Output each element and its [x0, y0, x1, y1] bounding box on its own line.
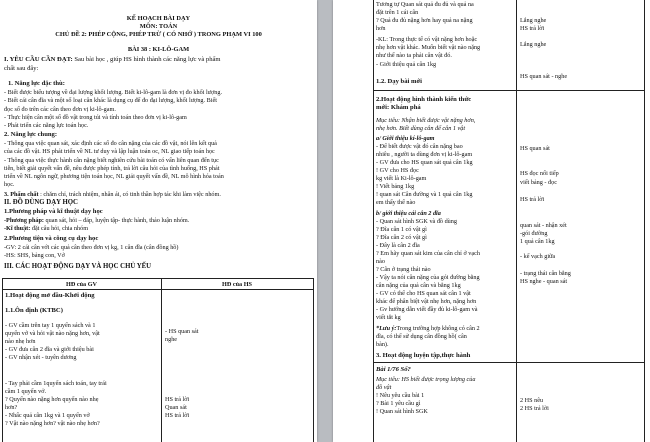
- s1-2-list: [4, 140, 314, 190]
- note-line: đĩa, có thể sử dụng cân đồng hồ( cân: [376, 333, 467, 340]
- gv-block-b: [5, 380, 160, 428]
- activity-2-line-1: 2.Hoạt động hình thành kiến thức: [376, 96, 472, 103]
- activity-2-heading: [376, 96, 514, 112]
- list-item: - HS quan sát: [165, 328, 199, 335]
- list-item: - Tay phải cầm 1quyển sách toán, tay trái: [5, 380, 107, 387]
- note-text: Trong trường hợp không có cân 2: [396, 325, 480, 332]
- list-item: - GV nhận xét - tuyên dương: [5, 354, 77, 361]
- hs-block-a: [165, 328, 310, 344]
- list-item: đặt trên 1 cái cân: [376, 9, 419, 16]
- list-item: -KL: Trong thực tế có vật nặng hơn hoặc: [376, 36, 478, 43]
- goal-line: nhẹ hơn. Biết dùng cân để cân 1 vật: [376, 125, 466, 132]
- list-item: hơn: [376, 25, 386, 32]
- goal-line: Mục tiêu: HS biết được trọng lượng của: [376, 376, 476, 383]
- list-item: nghe: [165, 336, 178, 343]
- hs-ex1-1: 2 HS nêu: [520, 397, 544, 404]
- list-item: - Để biết được vật đó cân nặng bao: [376, 143, 463, 150]
- list-item: - Thông qua việc thực hành cân nặng biết nghiên cứu bài toán có vấn liên quan đến tục: [4, 156, 219, 164]
- technique-label: -Kĩ thuật:: [4, 225, 31, 233]
- hs-a-4: HS trả lời: [520, 196, 545, 203]
- column-divider: [516, 0, 517, 442]
- section-1-intro-text: Sau bài học , giúp HS hình thành các năng lực và phẩm: [72, 56, 221, 63]
- list-item: ? Vật nào nặng hơn? vật nào nhẹ hơn?: [5, 420, 100, 427]
- gv-row-1: [376, 1, 514, 33]
- hs-a-3: viết bảng - đọc: [520, 179, 557, 186]
- list-item: khác để phân biệt vật nhẹ hơn, nặng hơn: [376, 298, 477, 305]
- list-item: ! Quan sát hình SGK: [376, 408, 428, 415]
- list-item: - GV cầm trên tay 1 quyển sách và 1: [5, 322, 96, 329]
- note-line: bàn).: [376, 341, 389, 348]
- list-item: nhiêu , người ta dùng đơn vị ki-lô-gam: [376, 151, 473, 158]
- list-item: - Quan sát hình SGK và đồ dùng: [376, 218, 457, 225]
- list-item: ! Nêu yêu cầu bài 1: [376, 392, 425, 399]
- part-b-heading: b/ giới thiệu cái cân 2 đĩa: [376, 210, 441, 217]
- list-item: - Biết được biểu tượng về đại lượng khối lượng. Biết ki-lô-gam là đơn vị đo khối lượng.: [4, 89, 223, 96]
- gv-row-3: - Giới thiệu quả cân 1kg: [376, 61, 437, 68]
- s1-1-list: [4, 89, 314, 130]
- activity-3-heading: 3. Hoạt động luyện tập,thực hành: [376, 352, 471, 359]
- list-item: - Nhấc quả cân 1kg và 1 quyển vở: [5, 412, 90, 419]
- list-item: Tương tự Quan sát quả đu đủ và quả na: [376, 1, 474, 8]
- new-lesson-heading: 1.2. Dạy bài mới: [376, 78, 422, 85]
- list-item: quyển vở và hỏi vật nào nặng hơn, vật: [5, 330, 100, 337]
- list-item: - GV đưa cân 2 đĩa và giới thiệu bài: [5, 346, 94, 353]
- hs-column-header: HĐ của HS: [222, 281, 252, 288]
- row-divider: [373, 362, 644, 363]
- technique-text: đặt câu hỏi, chia nhóm: [30, 225, 89, 233]
- gv-row-2: [376, 36, 514, 60]
- list-item: ! quan sát Cân đường và 1 quả cân 1kg: [376, 191, 473, 198]
- hs-a-1: HS quan sát: [520, 145, 550, 152]
- subject-line: MÔN: TOÁN: [139, 23, 178, 30]
- hs-b-3: 1 quả cân 1kg: [520, 238, 555, 245]
- list-item: nào: [376, 258, 385, 265]
- hs-row-2: Lắng nghe: [520, 41, 547, 48]
- gv-block-a: [5, 322, 160, 362]
- column-divider: [161, 278, 162, 442]
- list-item: ! Viết bảng 1kg: [376, 183, 415, 190]
- list-item: Quan sát: [165, 404, 187, 411]
- list-item: - Biết cái cân đĩa và một số loại cân khác là dụng cụ để đo đại lượng, khối lượng. Biết: [4, 97, 217, 105]
- list-item: - Thông qua việc quan sát, xác định các số đo cân nặng của các đồ vật, nói lên kết quả: [4, 140, 217, 147]
- document-page-left: [0, 0, 317, 442]
- hs-row-1: [520, 17, 640, 33]
- hs-observe-listen: HS quan sát - nghe: [520, 73, 568, 80]
- list-item: - Phát triển các năng lực toán học.: [4, 122, 89, 129]
- part-b-lines: [376, 218, 514, 322]
- list-item: - GV đưa cho HS quan sát quả cân 1kg: [376, 159, 473, 166]
- exercise-1-lines: [376, 392, 514, 416]
- hs-b-6: HS nghe - quan sát: [520, 278, 568, 285]
- s2-2-lines: [4, 244, 314, 261]
- section-1-heading: I. YÊU CẦU CẦN ĐẠT:: [4, 56, 73, 63]
- list-item: nào nhẹ hơn: [5, 338, 36, 345]
- lesson-plan-title: KẾ HOẠCH BÀI DẠY: [126, 15, 191, 22]
- list-item: đọc số đo trên các cân theo đơn vị ki-lô-gam.: [4, 105, 116, 113]
- list-item: - GV có thể cho HS quan sát cân 1 vật: [376, 290, 471, 297]
- s1-3-text: : chăm chỉ, trách nhiệm, nhân ái, có tinh thần hợp tác khi làm việc nhóm.: [38, 191, 221, 198]
- goal-line: đồ vật: [376, 384, 392, 391]
- s1-3-heading: 3. Phẩm chất: [4, 191, 39, 198]
- part-a-heading: a/ Giới thiệu kí-lô-gam: [376, 135, 435, 142]
- list-item: HS trả lời: [165, 412, 190, 419]
- hs-block-b: [165, 396, 310, 420]
- list-item: như thế nào ta phải cân vật đó.: [376, 52, 452, 59]
- list-item: - Thực hiện cân một số đồ vật trong túi và tính toán theo đơn vị ki-lô-gam: [4, 113, 187, 121]
- method-text: quan sát, hỏi – đáp, luyện tập- thực hành, thảo luận nhóm.: [43, 217, 190, 224]
- list-item: hơn?: [5, 404, 18, 411]
- list-item: - Đây là cân 2 đĩa: [376, 242, 420, 249]
- section-3-heading: III. CÁC HOẠT ĐỘNG DẠY VÀ HỌC CHỦ YẾU: [4, 263, 152, 270]
- part-a-lines: [376, 143, 514, 207]
- activity-2-line-2: mới: Khám phá: [376, 104, 421, 111]
- header-divider: [2, 289, 313, 290]
- s1-3: [4, 191, 314, 199]
- list-item: Lắng nghe: [520, 17, 547, 24]
- hs-b-1: quan sát - nhận xét: [520, 222, 567, 229]
- hs-b-5: - trạng thái cân bằng: [520, 270, 571, 277]
- list-item: cân nặng của quả cân và bằng 1kg: [376, 282, 461, 289]
- s2-1-heading: 1.Phương pháp và kĩ thuật dạy học: [4, 208, 103, 215]
- s1-1-heading: 1. Năng lực đặc thù:: [8, 80, 65, 87]
- list-item: ? Đĩa cân 1 có vật gì: [376, 226, 427, 233]
- list-item: ? Quyển nào nặng hơn quyển nào nhẹ: [5, 396, 99, 403]
- list-item: -GV: 2 cái cân với các quả cân theo đơn vị kg, 1 cân đĩa (cân đồng hồ): [4, 244, 179, 251]
- s2-1-lines: [4, 217, 314, 234]
- list-item: triển về NL ngôn ngữ, phương tiện toán học, NL giải quyết vấn đề, NL mô hình hóa toán: [4, 173, 224, 180]
- row-divider: [373, 90, 644, 91]
- section-1-intro: [4, 56, 312, 73]
- list-item: ? Đĩa cân 2 có vật gì: [376, 234, 427, 241]
- document-page-right: [333, 0, 650, 442]
- exercise-1-heading: Bài 1/76 Số?: [376, 366, 411, 373]
- hs-b-4: - kể vạch giữa: [520, 253, 556, 260]
- list-item: em thấy thế nào: [376, 199, 416, 206]
- list-item: kg viết là Ki-lô-gam: [376, 175, 427, 182]
- list-item: - Vậy ta nói cân nặng của gói đường bằng: [376, 274, 480, 281]
- activity-1-1-heading: 1.1.Ôn định (KTBC): [5, 307, 63, 314]
- list-item: ? Bài 1 yêu cầu gì: [376, 400, 421, 407]
- topic-line: CHỦ ĐỀ 2: PHÉP CỘNG, PHÉP TRỪ ( CÓ NHỚ ) TRONG PHẠM VI 100: [55, 31, 262, 38]
- list-item: -HS: SHS, bảng con, Vở: [4, 252, 65, 260]
- list-item: tiễn, biết giải quyết vấn đề, nêu được phép tính, trả lời câu hỏi của tình huống, HS phát: [4, 164, 220, 172]
- hs-a-2: HS đọc nối tiếp: [520, 170, 559, 177]
- list-item: ? Em hãy quan sát kim của cân chỉ ở vạch: [376, 250, 480, 257]
- s2-2-heading: 2.Phương tiện và công cụ dạy học: [4, 235, 99, 242]
- gv-column-header: HĐ của GV: [66, 281, 97, 288]
- list-item: HS trả lời: [165, 396, 190, 403]
- note-label: *Lưu ý:: [376, 325, 397, 332]
- list-item: viết tắt kg: [376, 314, 401, 321]
- exercise-1-goal: [376, 376, 514, 392]
- list-item: của các đồ vật. HS phát triển về NL tư duy và lập luận toán oc, NL giao tiếp toán học: [4, 148, 215, 156]
- list-item: học.: [4, 181, 15, 189]
- lesson-title: BÀI 38 : KI-LÔ-GAM: [127, 46, 190, 53]
- goal-line: Mục tiêu: Nhận biết được vật nặng hơn,: [376, 117, 476, 124]
- list-item: nhẹ hơn vật khác. Muốn biết vật nào nặng: [376, 44, 481, 51]
- list-item: cầm 1 quyển vở.: [5, 388, 47, 395]
- section-2-heading: II. ĐỒ DÙNG DẠY HỌC: [4, 199, 78, 206]
- s1-2-heading: 2. Năng lực chung:: [4, 131, 58, 138]
- section-1-intro-cont: chất sau đây:: [4, 64, 39, 72]
- activity-2-goal: [376, 117, 514, 133]
- list-item: ? Cân ở trạng thái nào: [376, 266, 431, 273]
- activity-1-heading: 1.Hoạt động mở đầu-Khởi động: [5, 292, 95, 299]
- list-item: - Gv hướng dẫn viết đầy đủ ki-lô-gam và: [376, 306, 478, 313]
- note-block: [376, 325, 514, 349]
- list-item: ? Quả đu đủ nặng hơn hay quả na nặng: [376, 17, 473, 24]
- list-item: ! GV cho HS đọc: [376, 167, 419, 174]
- method-label: -Phương pháp:: [4, 217, 44, 224]
- hs-ex1-2: 2 HS trả lời: [520, 405, 549, 412]
- list-item: HS trả lời: [520, 25, 545, 32]
- hs-b-2: -gói đường: [520, 230, 548, 237]
